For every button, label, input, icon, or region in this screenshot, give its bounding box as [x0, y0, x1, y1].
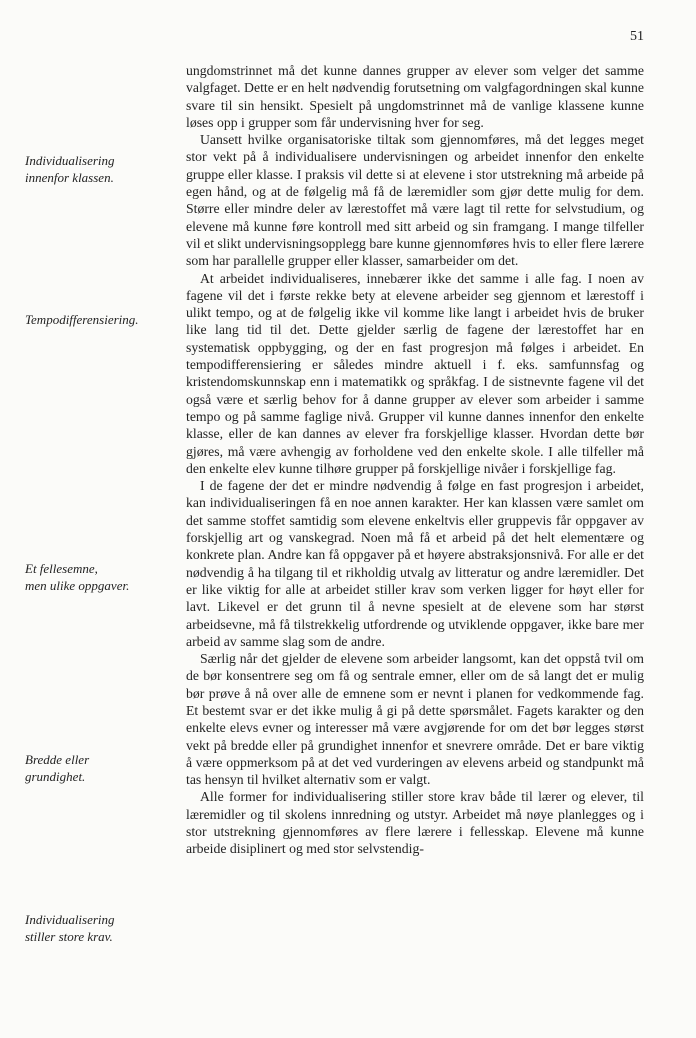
- paragraph: Uansett hvilke organisatoriske tiltak som gjennomføres, må det legges meget stor vekt på å individualisere undervisningen og arbeidet innenfor den enkelte gruppe eller klasse. I praksis vil dette si at elevene i stor utstrekning må arbeide på egen hånd, og at de følgelig må få de læremidler som gjør dette mulig for dem. Større eller mindre deler av lærestoffet må være lagt til rette for selvstudium, og elevene må kunne føre kontroll med sitt arbeid og sin framgang. I mange tilfeller vil et slikt undervisningsopplegg bare kunne gjennomføres hvis to eller flere lærere som har parallelle grupper eller klasser, samarbeider om det.: [186, 132, 644, 269]
- paragraph: At arbeidet individualiseres, innebærer ikke det samme i alle fag. I noen av fagene vil det i første rekke bety at elevene arbeider seg gjennom et lærestoff i ulikt tempo, og at de følgelig ikke vil komme like langt i arbeidet hvis de bruker like lang tid til det. Dette gjelder særlig de fagene der lærestoffet har en systematisk oppbygging, og der en fast progresjon må følges i arbeidet. En tempodifferensiering er således mindre aktuell i f. eks. samfunnsfag og kristendomskunnskap enn i matematikk og språkfag. I de sistnevnte fagene vil det også være et særlig behov for å danne grupper av elever som arbeider i samme tempo og på samme faglige nivå. Grupper vil kunne dannes innenfor den enkelte klasse, eller de kan dannes av elever fra forskjellige klasser. Hvordan dette bør gjøres, må være avhengig av forholdene ved den enkelte skole. I alle tilfeller må den enkelte elev kunne tilhøre grupper på forskjellige nivåer i forskjellige fag.: [186, 270, 644, 476]
- margin-note: Individualisering stiller store krav.: [25, 912, 115, 944]
- paragraph: Alle former for individualisering stiller store krav både til lærer og elever, til læremidler og til skolens innredning og utstyr. Arbeidet må nøye planlegges og i stor utstrekning gjennomføres av flere lærere i fellesskap. Elevene må kunne arbeide disiplinert og med stor selvstendig-: [186, 789, 644, 857]
- paragraph: I de fagene der det er mindre nødvendig å følge en fast progresjon i arbeidet, kan individualiseringen få en noe annen karakter. Her kan klassen være samlet om det samme stoffet samtidig som elevene enkeltvis eller gruppevis får oppgaver av forskjellig art og vanskegrad. Noen må få et arbeid på det helt elementære og konkrete plan. Andre kan få oppgaver på et høyere abstraksjonsnivå. For alle er det nødvendig å ha tilgang til et rikholdig utvalg av litteratur og andre læremidler. Det er like viktig for alle at arbeidet stiller krav som verken ligger for høyt eller for lavt. Likevel er det grunn til å nevne spesielt at de elevene som har størst arbeidsevne, må få tilstrekkelig utfordrende og utviklende oppgaver, ikke bare mer arbeid av samme slag som de andre.: [186, 478, 644, 649]
- margin-note: Et fellesemne, men ulike oppgaver.: [25, 561, 130, 593]
- margin-note: Bredde eller grundighet.: [25, 752, 90, 784]
- body-text: [186, 62, 644, 858]
- margin-note: Tempodifferensiering.: [25, 312, 139, 327]
- paragraph: ungdomstrinnet må det kunne dannes grupper av elever som velger det samme valgfaget. Dette er en helt nødvendig forutsetning om valgfagordningen skal kunne svare til sin hensikt. Spesielt på ungdomstrinnet må de vanlige klassene kunne løses opp i grupper som får undervisning hver for seg.: [186, 63, 644, 130]
- page-number: 51: [630, 29, 644, 44]
- paragraph: Særlig når det gjelder de elevene som arbeider langsomt, kan det oppstå tvil om de bør konsentrere seg om få og sentrale emner, eller om de så langt det er mulig bør prøve å nå over alle de emnene som er nevnt i planen for vedkommende fag. Et bestemt svar er det ikke mulig å gi på dette spørsmålet. Fagets karakter og den enkelte elevs evner og interesser må være avgjørende for om det bør legges størst vekt på bredde eller på grundighet innenfor et snevrere område. Det er bare viktig å være oppmerksom på at det ved vurderingen av elevens arbeid og standpunkt må tas hensyn til hvilket alternativ som er valgt.: [186, 651, 644, 788]
- margin-note: Individualisering innenfor klassen.: [25, 153, 115, 185]
